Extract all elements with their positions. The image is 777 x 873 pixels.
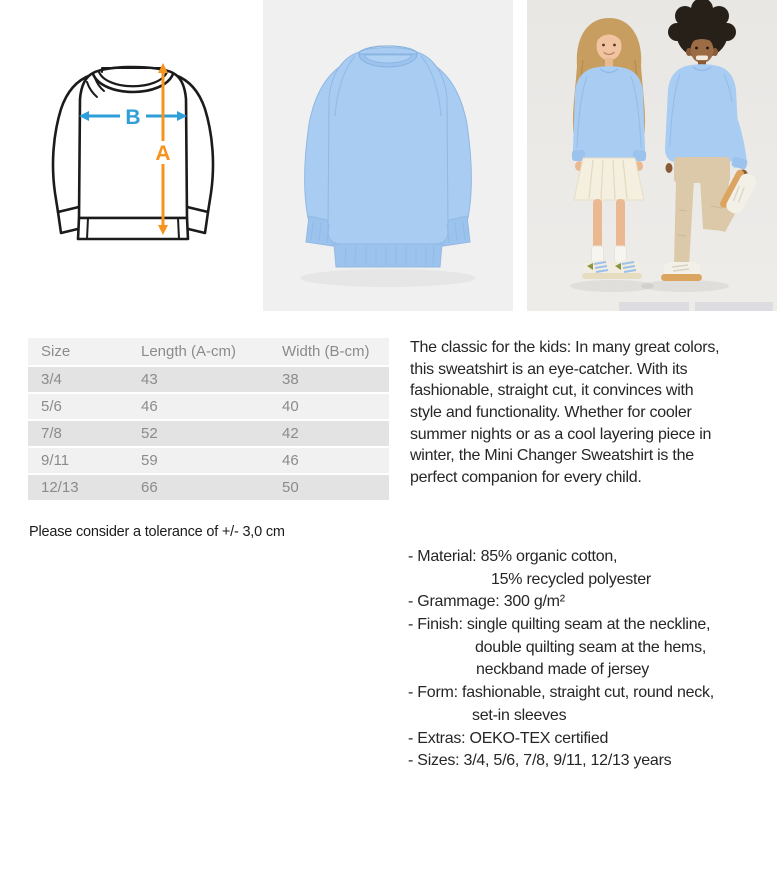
girl-skirt	[574, 158, 644, 200]
boy-sneaker-standing	[661, 262, 702, 281]
detail-line: - Extras: OEKO-TEX certified	[408, 729, 609, 747]
description-line: perfect companion for every child.	[410, 469, 642, 487]
detail-line: double quilting seam at the hems,	[475, 638, 707, 656]
diagram-hem-band	[78, 218, 188, 239]
description-line: this sweatshirt is an eye-catcher. With its	[410, 360, 688, 378]
size-table-header-width: Width (B-cm)	[269, 338, 389, 365]
size-table-header	[28, 338, 389, 365]
table-cell: 9/11	[28, 448, 128, 473]
description-line: summer nights or as a cool layering piece in	[410, 425, 712, 443]
product-body	[328, 48, 448, 245]
detail-line: set-in sleeves	[472, 706, 567, 724]
girl-sneaker-right	[610, 260, 642, 279]
description-line: The classic for the kids: In many great colors,	[410, 339, 720, 356]
tolerance-note: Please consider a tolerance of +/- 3,0 cm	[29, 524, 285, 540]
table-cell: 40	[269, 394, 389, 419]
table-cell: 38	[269, 367, 389, 392]
measure-label-b: B	[125, 106, 141, 129]
table-cell: 7/8	[28, 421, 128, 446]
models-photo	[527, 0, 777, 311]
table-cell: 46	[128, 394, 269, 419]
sweatshirt-measurement-diagram	[47, 60, 227, 248]
product-details-list	[408, 546, 775, 773]
table-cell: 12/13	[28, 475, 128, 500]
size-table-body	[28, 367, 389, 500]
description-line: winter, the Mini Changer Sweatshirt is the	[410, 447, 694, 465]
girl-sneaker-left	[582, 260, 614, 279]
table-cell: 52	[128, 421, 269, 446]
table-row	[28, 448, 389, 473]
table-cell: 43	[128, 367, 269, 392]
detail-line: 15% recycled polyester	[491, 570, 651, 588]
table-cell: 59	[128, 448, 269, 473]
product-description	[410, 337, 775, 489]
measure-label-a: A	[155, 142, 171, 165]
size-table-header-size: Size	[28, 338, 128, 365]
detail-line: neckband made of jersey	[476, 661, 650, 679]
models-photo-image	[527, 0, 777, 311]
description-line: style and functionality. Whether for cooler	[410, 404, 692, 422]
description-line: fashionable, straight cut, it convinces with	[410, 382, 694, 400]
detail-line: - Sizes: 3/4, 5/6, 7/8, 9/11, 12/13 years	[408, 752, 672, 770]
table-cell: 5/6	[28, 394, 128, 419]
detail-line: - Form: fashionable, straight cut, round neck,	[408, 684, 714, 702]
detail-line: - Grammage: 300 g/m²	[408, 593, 565, 611]
size-table	[28, 336, 389, 502]
table-cell: 42	[269, 421, 389, 446]
girl-sweatshirt	[573, 66, 645, 161]
table-row	[28, 367, 389, 392]
detail-line: - Finish: single quilting seam at the neckline,	[408, 616, 711, 634]
table-cell: 46	[269, 448, 389, 473]
table-cell: 66	[128, 475, 269, 500]
table-row	[28, 475, 389, 500]
detail-line: - Material: 85% organic cotton,	[408, 548, 618, 565]
measurement-diagram-icon	[47, 60, 227, 248]
table-row	[28, 394, 389, 419]
size-table-header-length: Length (A-cm)	[128, 338, 269, 365]
product-photo	[263, 0, 513, 311]
product-photo-image	[263, 0, 513, 311]
table-cell: 3/4	[28, 367, 128, 392]
table-cell: 50	[269, 475, 389, 500]
table-row	[28, 421, 389, 446]
